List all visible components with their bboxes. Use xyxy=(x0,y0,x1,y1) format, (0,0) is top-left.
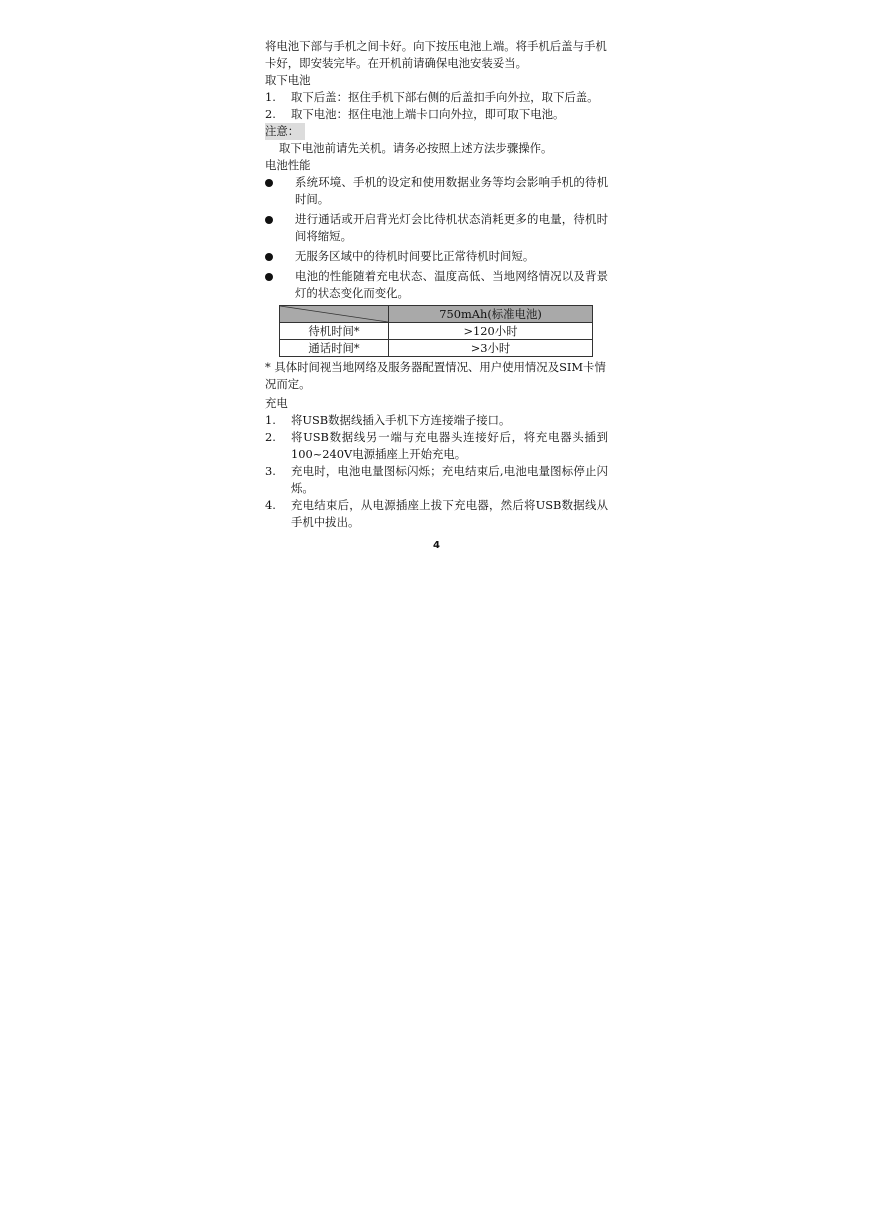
diagonal-header-cell xyxy=(280,306,389,323)
battery-spec-table xyxy=(279,305,593,357)
remove-battery-heading: 取下电池 xyxy=(265,73,311,87)
bullet-text: 系统环境、手机的设定和使用数据业务等均会影响手机的待机时间。 xyxy=(295,175,608,206)
step-number: 2. xyxy=(265,107,276,121)
list-item xyxy=(265,412,608,429)
battery-performance-heading: 电池性能 xyxy=(265,158,311,172)
list-item xyxy=(265,429,608,463)
bullet-text: 无服务区域中的待机时间要比正常待机时间短。 xyxy=(295,249,535,263)
list-item xyxy=(265,463,608,497)
note-text: 取下电池前请先关机。请务必按照上述方法步骤操作。 xyxy=(279,141,553,155)
step-text: 将USB数据线插入手机下方连接端子接口。 xyxy=(291,413,511,427)
list-item xyxy=(265,497,608,531)
bullet-icon xyxy=(265,174,295,208)
battery-capacity-header: 750mAh(标准电池) xyxy=(389,306,593,323)
list-item xyxy=(265,174,608,208)
step-number: 4. xyxy=(265,498,276,512)
step-number: 1. xyxy=(265,413,276,427)
step-number: 2. xyxy=(265,430,276,444)
list-item xyxy=(265,106,608,123)
performance-bullet-list xyxy=(265,174,608,302)
step-number: 3. xyxy=(265,464,276,478)
row-value: >3小时 xyxy=(389,340,593,357)
intro-paragraph: 将电池下部与手机之间卡好。向下按压电池上端。将手机后盖与手机卡好，即安装完毕。在开机前请确保电池安装妥当。 xyxy=(265,39,607,70)
note-label: 注意： xyxy=(265,123,305,140)
bullet-icon xyxy=(265,248,295,265)
table-row xyxy=(280,340,593,357)
step-text: 取下电池：抠住电池上端卡口向外拉，即可取下电池。 xyxy=(291,107,565,121)
document-page xyxy=(265,38,608,554)
row-value: >120小时 xyxy=(389,323,593,340)
step-text: 将USB数据线另一端与充电器头连接好后，将充电器头插到100~240V电源插座上开始充电。 xyxy=(291,430,608,461)
bullet-icon xyxy=(265,211,295,245)
table-row xyxy=(280,323,593,340)
list-item xyxy=(265,89,608,106)
charging-heading: 充电 xyxy=(265,396,288,410)
step-number: 1. xyxy=(265,90,276,104)
row-label: 通话时间* xyxy=(280,340,389,357)
list-item xyxy=(265,268,608,302)
step-text: 充电结束后，从电源插座上拔下充电器，然后将USB数据线从手机中拔出。 xyxy=(291,498,608,529)
table-header-row xyxy=(280,306,593,323)
diagonal-line-icon xyxy=(280,306,388,322)
table-footnote: * 具体时间视当地网络及服务器配置情况、用户使用情况及SIM卡情况而定。 xyxy=(265,360,606,391)
bullet-text: 进行通话或开启背光灯会比待机状态消耗更多的电量，待机时间将缩短。 xyxy=(295,212,608,243)
list-item xyxy=(265,248,608,265)
note-block xyxy=(265,123,608,157)
step-text: 取下后盖：抠住手机下部右侧的后盖扣手向外拉，取下后盖。 xyxy=(291,90,599,104)
row-label: 待机时间* xyxy=(280,323,389,340)
bullet-text: 电池的性能随着充电状态、温度高低、当地网络情况以及背景灯的状态变化而变化。 xyxy=(295,269,608,300)
remove-steps-list xyxy=(265,89,608,123)
step-text: 充电时，电池电量图标闪烁；充电结束后,电池电量图标停止闪烁。 xyxy=(291,464,608,495)
list-item xyxy=(265,211,608,245)
bullet-icon xyxy=(265,268,295,302)
page-number: 4 xyxy=(433,540,440,551)
charging-steps-list xyxy=(265,412,608,531)
